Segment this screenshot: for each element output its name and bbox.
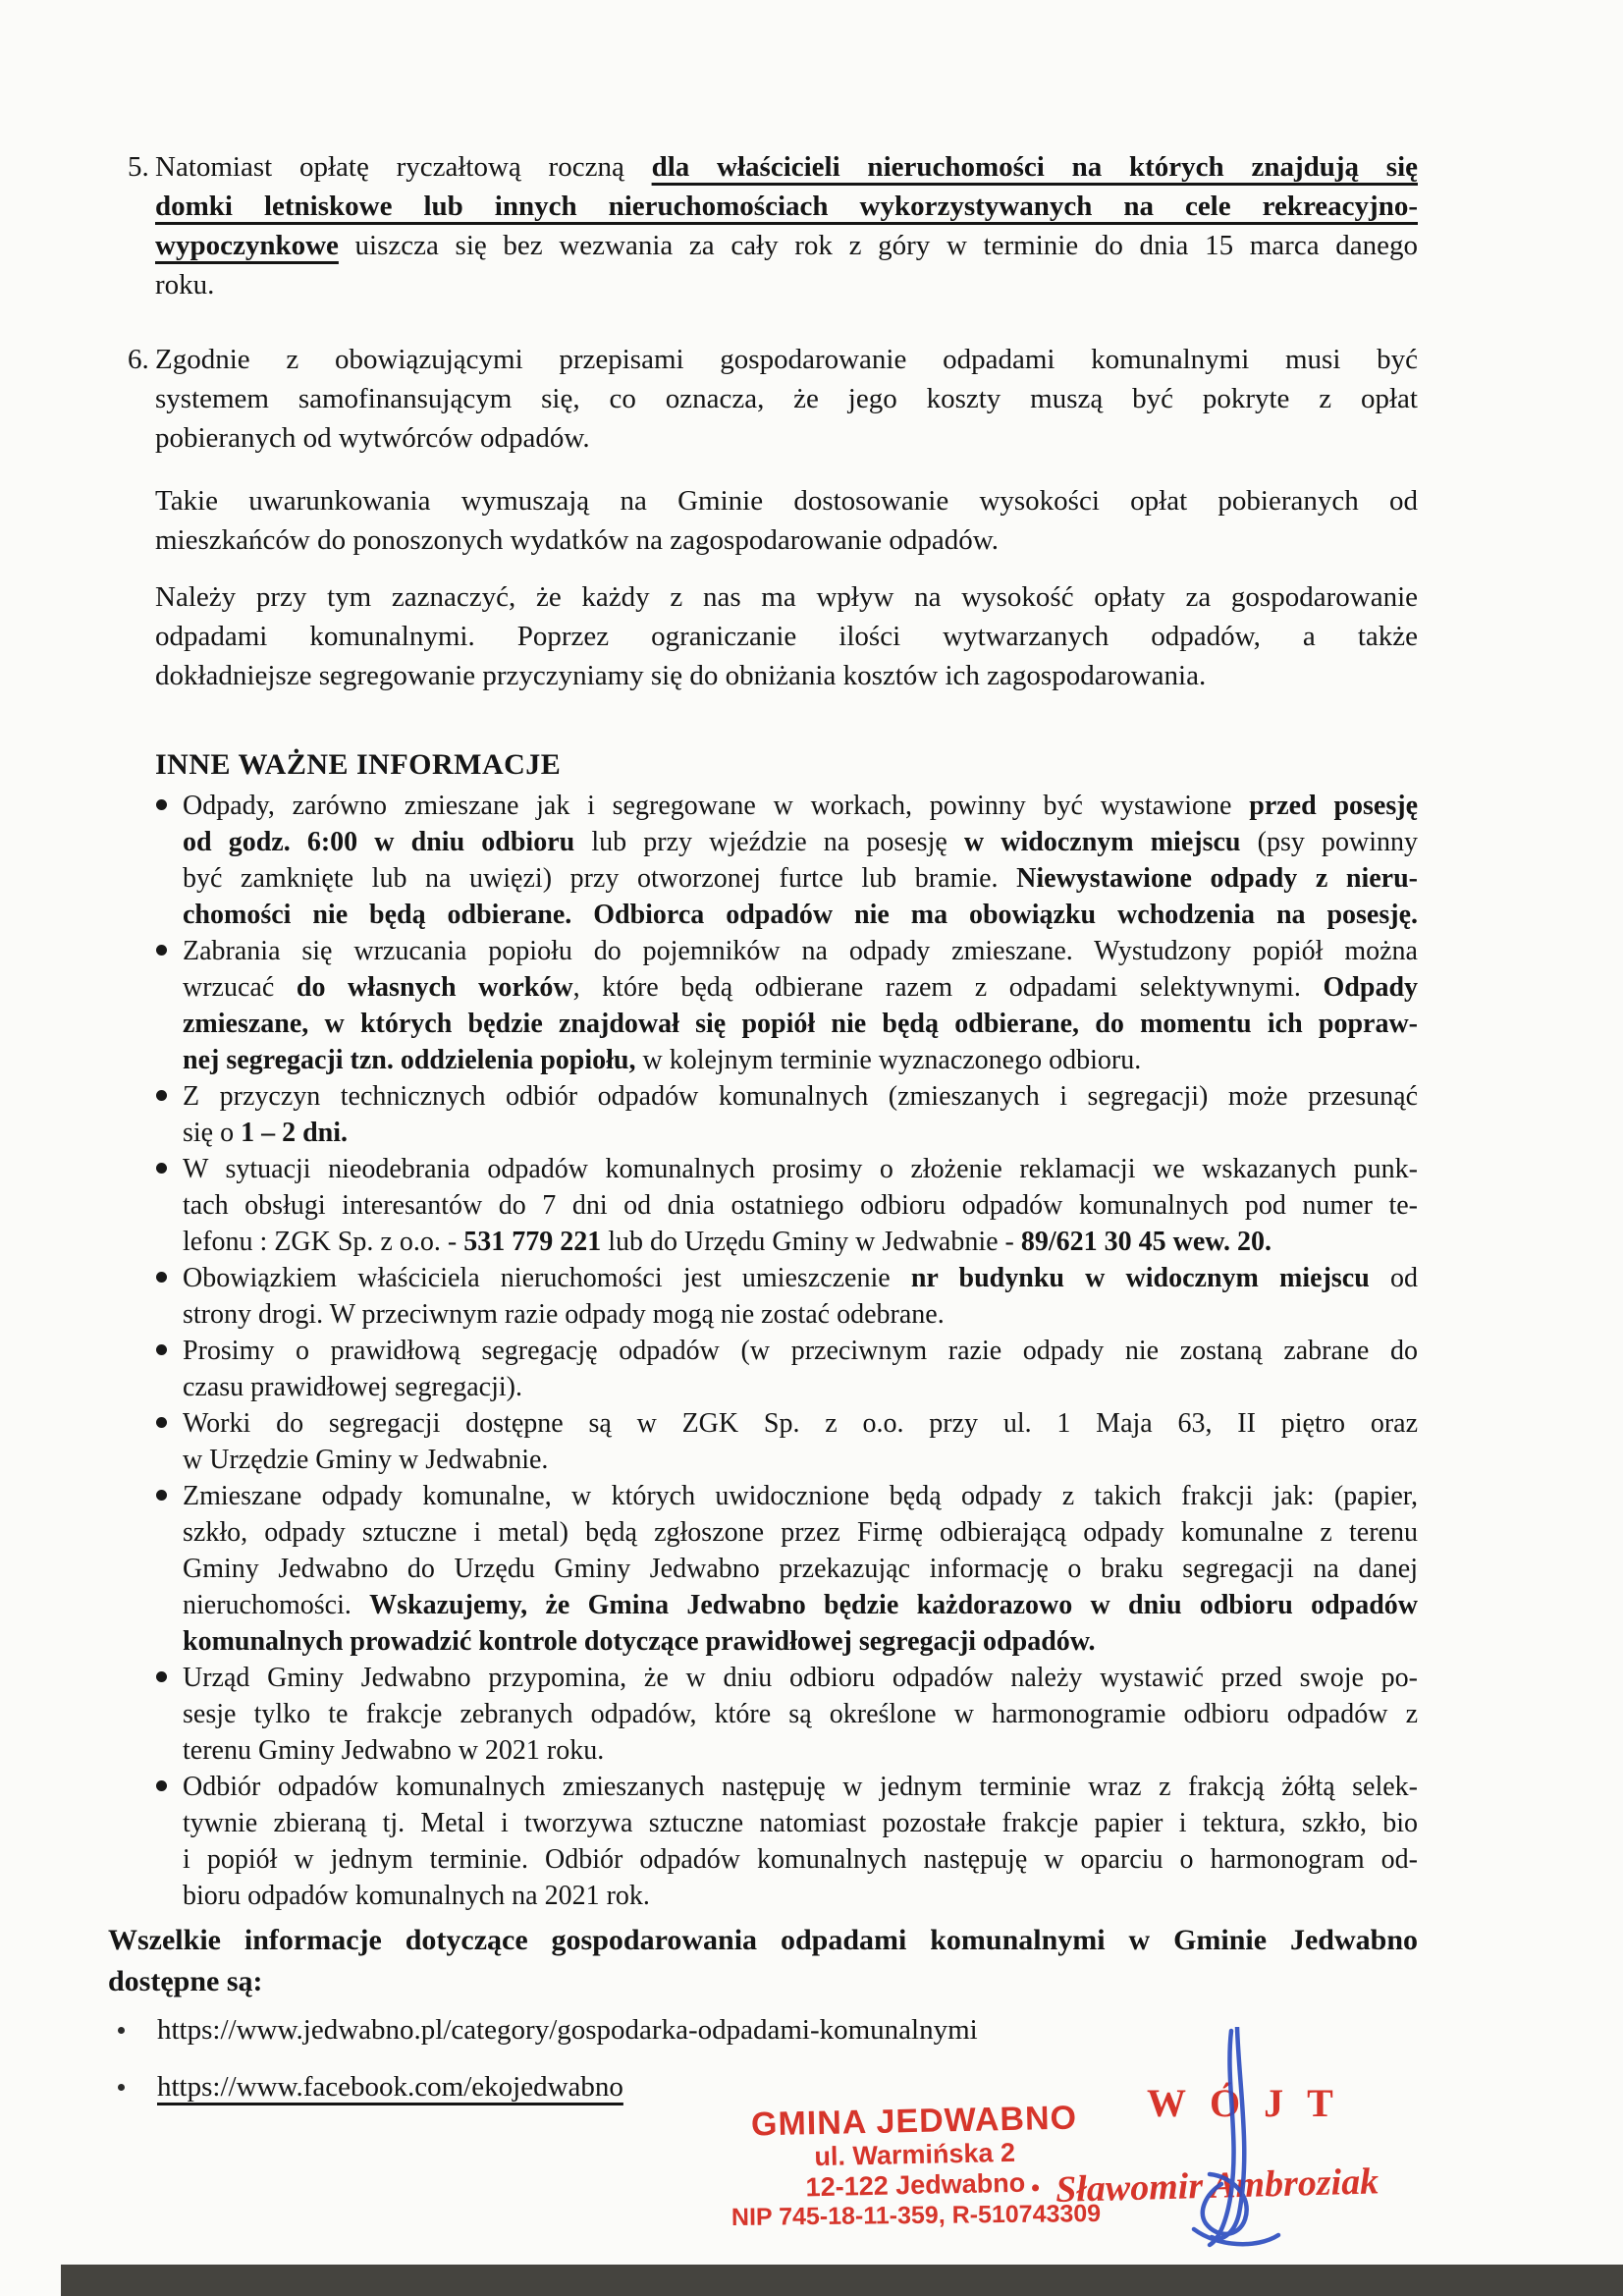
stamp-city: 12-122 Jedwabno [805, 2167, 1026, 2203]
paragraph-cost-adjustment: Takie uwarunkowania wymuszają na Gminie dostosowanie wysokości opłat pobieranych od mieszkańców do ponoszonych wydatków na zagospodarowanie odpadów. [155, 485, 1418, 556]
bullet-item-complaints: W sytuacji nieodebrania odpadów komunalnych prosimy o złożenie reklamacji we wskazanych punk- tach obsługi interesantów do 7 dni od dnia ostatniego odbioru odpadów komunalnych pod numer te- lefonu : ZGK Sp. z o.o. - 531 779 221 lub do Urzędu Gminy w Jedwabnie - 89/621 30 45 wew. 20. [155, 1151, 1418, 1260]
bullet-item-ash-rules: Zabrania się wrzucania popiołu do pojemników na odpady zmieszane. Wystudzony popiół można wrzucać do własnych worków, które będą odbierane razem z odpadami selektywnymi. Odpady zmieszane, w których będzie znajdował się popiół nie będą odbierane, do momentu ich popraw- nej segregacji tzn. oddzielenia popiołu, w kolejnym terminie wyznaczonego odbioru. [155, 933, 1418, 1078]
bullet-item-house-number: Obowiązkiem właściciela nieruchomości jest umieszczenie nr budynku w widocznym miejscu od strony drogi. W przeciwnym razie odpady mogą nie zostać odebrane. [155, 1260, 1418, 1333]
numbered-item-5 [128, 147, 1418, 304]
bullet-item-schedule-reminder: Urząd Gminy Jedwabno przypomina, że w dniu odbioru odpadów należy wystawić przed swoje po- sesje tylko te frakcje zebranych odpadów, które są określone w harmonogramie odbioru odpadów z terenu Gminy Jedwabno w 2021 roku. [155, 1660, 1418, 1769]
bullet-item-bags-availability: Worki do segregacji dostępne są w ZGK Sp. z o.o. przy ul. 1 Maja 63, II piętro oraz w Urzędzie Gminy w Jedwabnie. [155, 1405, 1418, 1478]
item-6-number: 6. [128, 344, 149, 375]
bullet-icon [156, 945, 167, 956]
bullet-item-waste-placement: Odpady, zarówno zmieszane jak i segregowane w workach, powinny być wystawione przed posesję od godz. 6:00 w dniu odbioru lub przy wjeździe na posesję w widocznym miejscu (psy powinny być zamknięte lub na uwięzi) przy otworzonej furtce lub bramie. Niewystawione odpady z nieru- chomości nie będą odbierane. Odbiorca odpadów nie ma obowiązku wchodzenia na posesję. [155, 788, 1418, 933]
stamp-nip: NIP 745-18-11-359, R-510743309 [730, 2200, 1102, 2231]
document-body [108, 147, 1419, 2124]
bullet-icon [156, 1163, 167, 1174]
handwritten-signature [1166, 2027, 1294, 2263]
bullet-item-pickup-terms: Odbiór odpadów komunalnych zmieszanych następuję w jednym terminie wraz z frakcją żółtą selek- tywnie zbieraną tj. Metal i tworzywa sztuczne natomiast pozostałe frakcje papier i tektura, szkło, bio i popiół w jednym terminie. Odbiór odpadów komunalnych następuję w oparciu o harmonogram od- bioru odpadów komunalnych na 2021 rok. [155, 1769, 1418, 1914]
item-5-number: 5. [128, 151, 149, 183]
scan-edge-artifact [61, 2265, 1623, 2296]
bullet-icon [156, 1490, 167, 1501]
numbered-item-6 [128, 340, 1418, 458]
bullet-item-pickup-shift: Z przyczyn technicznych odbiór odpadów komunalnych (zmieszanych i segregacji) może przesunąć się o 1 – 2 dni. [155, 1078, 1418, 1151]
bullet-icon [156, 1344, 167, 1355]
link-url: https://www.jedwabno.pl/category/gospodarka-odpadami-komunalnymi [157, 2014, 978, 2046]
mayor-name-text: Sławomir Ambroziak [1055, 2160, 1380, 2211]
bullet-icon [118, 2084, 125, 2091]
bullet-icon [156, 1780, 167, 1791]
bullet-icon [156, 1671, 167, 1682]
closing-statement: Wszelkie informacje dotyczące gospodarowania odpadami komunalnymi w Gminie Jedwabno dostępne są: [108, 1924, 1418, 1997]
stamp-street: ul. Warmińska 2 [814, 2137, 1016, 2172]
bullet-icon [156, 799, 167, 810]
municipality-stamp [728, 2100, 1104, 2234]
stamp-separator-dot: • [1030, 2173, 1041, 2203]
bullet-icon [156, 1417, 167, 1428]
bullet-icon [156, 1090, 167, 1101]
section-heading: INNE WAŻNE INFORMACJE [155, 748, 562, 781]
paragraph-fee-impact: Należy przy tym zaznaczyć, że każdy z nas ma wpływ na wysokość opłaty za gospodarowanie odpadami komunalnymi. Poprzez ograniczanie ilości wytwarzanych odpadów, a także dokładniejsze segregowanie przyczyniamy się do obniżania kosztów ich zagospodarowania. [155, 581, 1418, 691]
item-6-text: Zgodnie z obowiązującymi przepisami gospodarowanie odpadami komunalnymi musi być systemem samofinansującym się, co oznacza, że jego koszty muszą być pokryte z opłat pobieranych od wytwórców odpadów. [155, 344, 1418, 454]
mayor-title-stamp: WÓJT [1147, 2081, 1357, 2125]
item-5-text: Natomiast opłatę ryczałtową roczną dla właścicieli nieruchomości na których znajdują się domki letniskowe lub innych nieruchomościach wykorzystywanych na cele rekreacyjno- wypoczynkowe uiszcza się bez wezwania za cały rok z góry w terminie do dnia 15 marca danego roku. [155, 151, 1418, 301]
bullet-icon [156, 1272, 167, 1283]
stamp-org-name: GMINA JEDWABNO [750, 2099, 1078, 2144]
bullet-icon [118, 2027, 125, 2034]
link-url: https://www.facebook.com/ekojedwabno [157, 2071, 623, 2103]
bullet-item-mixed-waste-reporting: Zmieszane odpady komunalne, w których uwidocznione będą odpady z takich frakcji jak: (papier, szkło, odpady sztuczne i metal) będą zgłoszone przez Firmę odbierającą odpady komunalne z terenu Gminy Jedwabno do Urzędu Gminy Jedwabno przekazując informację o braku segregacji na danej nieruchomości. Wskazujemy, że Gmina Jedwabno będzie każdorazowo w dniu odbioru odpadów komunalnych prowadzić kontrole dotyczące prawidłowej segregacji odpadów. [155, 1478, 1418, 1660]
bullet-item-proper-segregation: Prosimy o prawidłową segregację odpadów (w przeciwnym razie odpady nie zostaną zabrane do czasu prawidłowej segregacji). [155, 1333, 1418, 1405]
